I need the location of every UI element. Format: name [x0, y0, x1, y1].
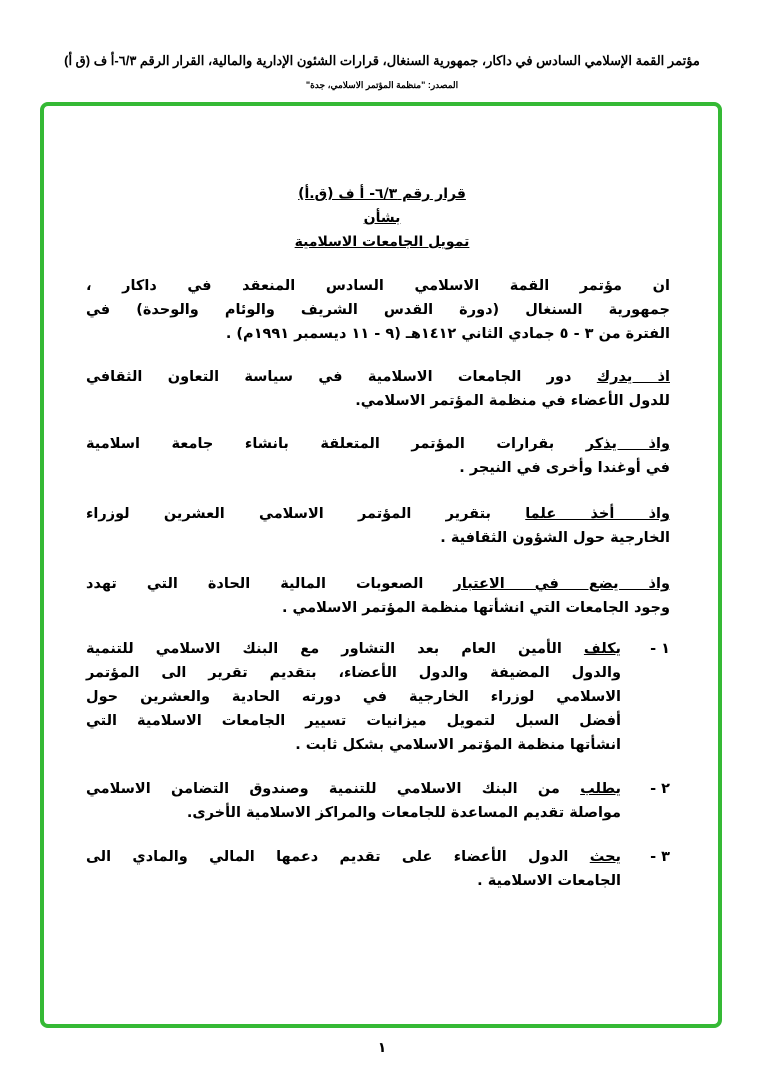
operative-clause-line — [86, 737, 621, 753]
lead-phrase: واذ يضع في الاعتبار — [453, 576, 670, 592]
line-text: الجامعات الاسلامية . — [477, 873, 621, 889]
line-text: الأمين العام بعد التشاور مع البنك الاسلامي للتنمية — [86, 641, 562, 657]
line-text: أفضل السبل لتمويل ميزانيات تسيير الجامعات الاسلامية التي — [86, 713, 621, 729]
document-header-title: مؤتمر القمة الإسلامي السادس في داكار، جمهورية السنغال، قرارات الشئون الإدارية والمالية، القرار الرقم ٦/٣-أ ف (ق أ) — [64, 53, 700, 68]
preamble-line — [86, 278, 670, 294]
line-text: في أوغندا وأخرى في النيجر . — [459, 460, 670, 476]
line-text: جمهورية السنغال (دورة القدس الشريف والوئام والوحدة) في — [86, 302, 670, 318]
lead-phrase: يحث — [589, 849, 621, 865]
clause-number: ١ - — [650, 641, 670, 657]
line-text: دور الجامعات الاسلامية في سياسة التعاون الثقافي — [86, 369, 572, 385]
lead-phrase: اذ يدرك — [596, 369, 670, 385]
operative-clause-line — [86, 641, 621, 657]
lead-phrase: يكلف — [583, 641, 621, 657]
preamble-line — [86, 326, 670, 342]
line-text: من البنك الاسلامي للتنمية وصندوق التضامن الاسلامي — [86, 781, 560, 797]
preamble-line — [86, 369, 670, 385]
line-text: الفترة من ٣ - ٥ جمادي الثاني ١٤١٢هـ (٩ - ١١ ديسمبر ١٩٩١م) . — [225, 326, 670, 342]
line-text: الخارجية حول الشؤون الثقافية . — [440, 530, 670, 546]
clause-number: ٣ - — [650, 849, 670, 865]
line-text: والدول المضيفة والدول الأعضاء، بتقديم تقرير الى المؤتمر — [86, 665, 621, 681]
preamble-line — [86, 530, 670, 546]
line-text: وجود الجامعات التي انشأتها منظمة المؤتمر الاسلامي . — [281, 600, 670, 616]
preamble-line — [86, 600, 670, 616]
resolution-regarding: بشأن — [363, 210, 401, 226]
operative-clause-line — [86, 849, 621, 865]
document-source: المصدر: "منظمة المؤتمر الاسلامي، جدة" — [305, 80, 459, 90]
operative-clause-line — [86, 781, 621, 797]
line-text: ان مؤتمر القمة الاسلامي السادس المنعقد في داكار ، — [86, 278, 670, 294]
preamble-line — [86, 393, 670, 409]
operative-clause-line — [86, 665, 621, 681]
operative-clause-line — [86, 805, 621, 821]
line-text: مواصلة تقديم المساعدة للجامعات والمراكز الاسلامية الأخرى. — [186, 805, 621, 821]
line-text: الصعوبات المالية الحادة التي تهدد — [86, 576, 424, 592]
lead-phrase: واذ يذكر — [585, 436, 670, 452]
line-text: للدول الأعضاء في منظمة المؤتمر الاسلامي. — [355, 393, 670, 409]
operative-clause-line — [86, 689, 621, 705]
preamble-line — [86, 576, 670, 592]
line-text: الاسلامي لوزراء الخارجية في دورته الحادية والعشرين حول — [86, 689, 621, 705]
line-text: بقرارات المؤتمر المتعلقة بانشاء جامعة اسلامية — [86, 436, 555, 452]
clause-number: ٢ - — [650, 781, 670, 797]
lead-phrase: واذ أخذ علما — [525, 506, 670, 522]
page-number: ١ — [377, 1040, 387, 1056]
line-text: بتقرير المؤتمر الاسلامي العشرين لوزراء — [86, 506, 491, 522]
preamble-line — [86, 506, 670, 522]
line-text: الدول الأعضاء على تقديم دعمها المالي والمادي الى — [86, 849, 569, 865]
operative-clause-line — [86, 873, 621, 889]
operative-clause-line — [86, 713, 621, 729]
resolution-subject: تمويل الجامعات الاسلامية — [294, 234, 470, 250]
preamble-line — [86, 436, 670, 452]
preamble-line — [86, 460, 670, 476]
resolution-number: قرار رقم ٦/٣- أ ف (ق.أ) — [298, 186, 466, 202]
preamble-line — [86, 302, 670, 318]
lead-phrase: يطلب — [580, 781, 621, 797]
line-text: انشأتها منظمة المؤتمر الاسلامي بشكل ثابت . — [295, 737, 621, 753]
